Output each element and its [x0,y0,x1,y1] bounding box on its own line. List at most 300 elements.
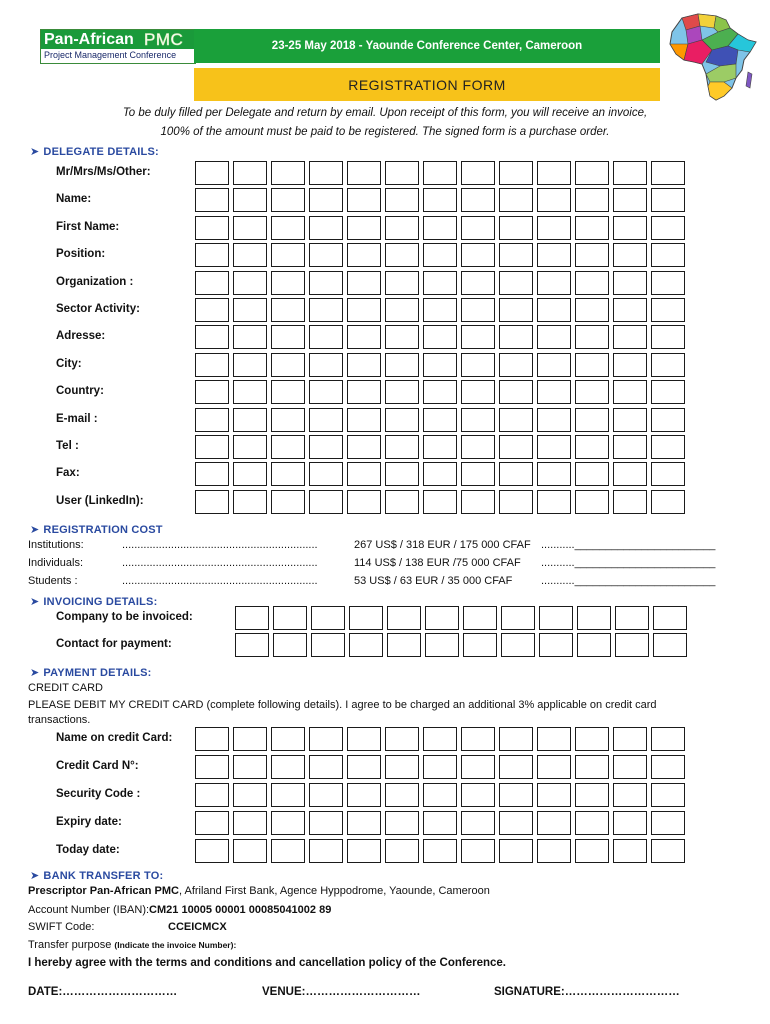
character-box[interactable] [613,271,647,295]
character-box[interactable] [385,298,419,322]
character-box[interactable] [613,298,647,322]
cost-row-leader: ................................................................ [122,557,318,569]
character-box[interactable] [233,490,267,514]
character-box[interactable] [423,408,457,432]
character-box[interactable] [537,353,571,377]
prescriptor-bank: , Afriland First Bank, Agence Hyppodrome, Yaounde, Cameroon [178,885,490,897]
character-box[interactable] [499,783,533,807]
character-box[interactable] [195,188,229,212]
character-box[interactable] [575,783,609,807]
character-box[interactable] [309,271,343,295]
section-bank-transfer [30,869,163,882]
character-box[interactable] [461,408,495,432]
character-box[interactable] [195,216,229,240]
character-box[interactable] [423,380,457,404]
character-box[interactable] [651,490,685,514]
character-box[interactable] [575,298,609,322]
character-box[interactable] [539,633,573,657]
account-number-value: CM21 10005 00001 00085041002 89 [149,904,332,916]
character-box[interactable] [461,783,495,807]
character-box[interactable] [385,811,419,835]
character-box[interactable] [309,161,343,185]
character-box[interactable] [537,839,571,863]
character-box[interactable] [347,783,381,807]
character-box[interactable] [537,188,571,212]
character-box[interactable] [613,243,647,267]
character-box[interactable] [461,216,495,240]
delegate-field-input-boxes [195,435,685,459]
character-box[interactable] [309,755,343,779]
character-box[interactable] [385,408,419,432]
character-box[interactable] [575,727,609,751]
character-box[interactable] [195,298,229,322]
character-box[interactable] [461,161,495,185]
character-box[interactable] [309,435,343,459]
character-box[interactable] [651,353,685,377]
character-box[interactable] [385,325,419,349]
character-box[interactable] [271,408,305,432]
character-box[interactable] [613,161,647,185]
character-box[interactable] [195,435,229,459]
character-box[interactable] [499,811,533,835]
character-box[interactable] [271,353,305,377]
section-registration-cost [30,523,163,536]
character-box[interactable] [195,490,229,514]
chevron-right-icon: ➤ [30,146,40,158]
payment-field-label: Name on credit Card: [56,732,173,744]
chevron-right-icon: ➤ [30,524,40,536]
character-box[interactable] [309,243,343,267]
character-box[interactable] [461,188,495,212]
character-box[interactable] [423,435,457,459]
character-box[interactable] [309,727,343,751]
character-box[interactable] [195,271,229,295]
character-box[interactable] [461,727,495,751]
character-box[interactable] [575,408,609,432]
character-box[interactable] [233,161,267,185]
character-box[interactable] [499,325,533,349]
character-box[interactable] [347,353,381,377]
character-box[interactable] [537,325,571,349]
character-box[interactable] [233,216,267,240]
character-box[interactable] [575,435,609,459]
character-box[interactable] [651,408,685,432]
character-box[interactable] [651,243,685,267]
cost-row-entry: ..........._______________________ [541,539,716,551]
character-box[interactable] [651,161,685,185]
character-box[interactable] [575,271,609,295]
character-box[interactable] [461,298,495,322]
character-box[interactable] [385,490,419,514]
character-box[interactable] [423,490,457,514]
conference-logo [40,29,196,64]
character-box[interactable] [309,353,343,377]
character-box[interactable] [651,325,685,349]
character-box[interactable] [347,380,381,404]
character-box[interactable] [423,243,457,267]
character-box[interactable] [347,216,381,240]
character-box[interactable] [499,755,533,779]
character-box[interactable] [385,271,419,295]
character-box[interactable] [385,353,419,377]
character-box[interactable] [499,839,533,863]
character-box[interactable] [233,811,267,835]
section-cost-title: REGISTRATION COST [43,524,163,536]
character-box[interactable] [347,755,381,779]
character-box[interactable] [423,188,457,212]
character-box[interactable] [309,462,343,486]
character-box[interactable] [233,188,267,212]
character-box[interactable] [423,298,457,322]
character-box[interactable] [651,435,685,459]
character-box[interactable] [309,298,343,322]
character-box[interactable] [195,380,229,404]
character-box[interactable] [271,298,305,322]
character-box[interactable] [613,811,647,835]
character-box[interactable] [423,271,457,295]
character-box[interactable] [537,243,571,267]
character-box[interactable] [613,380,647,404]
character-box[interactable] [309,325,343,349]
invoicing-field-label: Company to be invoiced: [56,611,193,623]
character-box[interactable] [461,811,495,835]
delegate-field-input-boxes [195,380,685,404]
character-box[interactable] [575,811,609,835]
invoicing-field-input-boxes [235,633,687,657]
character-box[interactable] [461,755,495,779]
character-box[interactable] [271,783,305,807]
character-box[interactable] [575,243,609,267]
character-box[interactable] [575,490,609,514]
character-box[interactable] [613,353,647,377]
character-box[interactable] [385,188,419,212]
section-payment-title: PAYMENT DETAILS: [43,667,152,679]
character-box[interactable] [309,490,343,514]
swift-code-label: SWIFT Code: [28,921,95,933]
cost-row-label: Individuals: [28,557,84,569]
character-box[interactable] [463,606,497,630]
character-box[interactable] [537,755,571,779]
character-box[interactable] [651,727,685,751]
section-invoicing-details [30,595,157,608]
character-box[interactable] [385,839,419,863]
character-box[interactable] [499,727,533,751]
character-box[interactable] [233,298,267,322]
character-box[interactable] [271,490,305,514]
delegate-field-input-boxes [195,353,685,377]
character-box[interactable] [423,353,457,377]
character-box[interactable] [309,811,343,835]
character-box[interactable] [461,839,495,863]
character-box[interactable] [613,462,647,486]
character-box[interactable] [423,755,457,779]
character-box[interactable] [613,839,647,863]
character-box[interactable] [271,380,305,404]
character-box[interactable] [233,462,267,486]
cost-row-price: 114 US$ / 138 EUR /75 000 CFAF [354,557,521,569]
character-box[interactable] [651,839,685,863]
character-box[interactable] [347,243,381,267]
character-box[interactable] [461,353,495,377]
character-box[interactable] [499,216,533,240]
character-box[interactable] [271,839,305,863]
delegate-field-label: Tel : [56,440,79,452]
character-box[interactable] [233,271,267,295]
character-box[interactable] [347,839,381,863]
character-box[interactable] [347,408,381,432]
character-box[interactable] [385,380,419,404]
character-box[interactable] [575,353,609,377]
character-box[interactable] [423,325,457,349]
character-box[interactable] [233,839,267,863]
character-box[interactable] [271,243,305,267]
character-box[interactable] [347,462,381,486]
character-box[interactable] [501,633,535,657]
character-box[interactable] [195,243,229,267]
character-box[interactable] [537,298,571,322]
signature-field[interactable]: SIGNATURE:………………………… [494,986,680,998]
character-box[interactable] [575,380,609,404]
character-box[interactable] [613,727,647,751]
character-box[interactable] [423,462,457,486]
character-box[interactable] [461,243,495,267]
character-box[interactable] [425,633,459,657]
prescriptor-name: Prescriptor Pan-African PMC [28,885,179,897]
character-box[interactable] [613,408,647,432]
character-box[interactable] [651,216,685,240]
character-box[interactable] [347,298,381,322]
character-box[interactable] [385,727,419,751]
character-box[interactable] [577,606,611,630]
character-box[interactable] [271,811,305,835]
character-box[interactable] [309,839,343,863]
character-box[interactable] [499,490,533,514]
debit-consent-line-1: PLEASE DEBIT MY CREDIT CARD (complete following details). I agree to be charged an additional 3% applicable on credit card [28,699,657,711]
character-box[interactable] [233,435,267,459]
character-box[interactable] [271,435,305,459]
character-box[interactable] [577,633,611,657]
character-box[interactable] [347,188,381,212]
character-box[interactable] [233,353,267,377]
character-box[interactable] [271,161,305,185]
character-box[interactable] [309,188,343,212]
character-box[interactable] [349,633,383,657]
character-box[interactable] [575,188,609,212]
logo-subtitle: Project Management Conference [44,50,177,60]
character-box[interactable] [575,161,609,185]
character-box[interactable] [423,727,457,751]
character-box[interactable] [195,727,229,751]
character-box[interactable] [347,161,381,185]
character-box[interactable] [423,811,457,835]
character-box[interactable] [233,380,267,404]
character-box[interactable] [425,606,459,630]
character-box[interactable] [385,161,419,185]
character-box[interactable] [537,727,571,751]
character-box[interactable] [537,490,571,514]
character-box[interactable] [537,783,571,807]
character-box[interactable] [271,271,305,295]
character-box[interactable] [615,606,649,630]
character-box[interactable] [347,811,381,835]
date-field[interactable]: DATE:………………………… [28,986,178,998]
character-box[interactable] [423,161,457,185]
character-box[interactable] [271,216,305,240]
character-box[interactable] [385,462,419,486]
character-box[interactable] [347,271,381,295]
character-box[interactable] [273,606,307,630]
character-box[interactable] [195,161,229,185]
character-box[interactable] [575,755,609,779]
character-box[interactable] [613,435,647,459]
character-box[interactable] [537,380,571,404]
character-box[interactable] [651,188,685,212]
character-box[interactable] [385,783,419,807]
character-box[interactable] [653,633,687,657]
character-box[interactable] [463,633,497,657]
character-box[interactable] [273,633,307,657]
character-box[interactable] [613,325,647,349]
cost-row-label: Students : [28,575,78,587]
payment-field-label: Today date: [56,844,120,856]
character-box[interactable] [385,216,419,240]
character-box[interactable] [195,755,229,779]
character-box[interactable] [235,633,269,657]
character-box[interactable] [233,755,267,779]
cost-row-entry: ..........._______________________ [541,557,716,569]
character-box[interactable] [651,298,685,322]
character-box[interactable] [195,353,229,377]
character-box[interactable] [385,435,419,459]
character-box[interactable] [499,435,533,459]
character-box[interactable] [195,839,229,863]
character-box[interactable] [499,188,533,212]
character-box[interactable] [235,606,269,630]
character-box[interactable] [499,271,533,295]
character-box[interactable] [651,380,685,404]
cost-row-leader: ................................................................ [122,539,318,551]
character-box[interactable] [195,811,229,835]
character-box[interactable] [233,727,267,751]
delegate-field-input-boxes [195,271,685,295]
delegate-field-label: City: [56,357,82,370]
delegate-field-input-boxes [195,462,685,486]
character-box[interactable] [461,325,495,349]
character-box[interactable] [613,755,647,779]
character-box[interactable] [347,727,381,751]
venue-field[interactable]: VENUE:………………………… [262,986,421,998]
character-box[interactable] [195,408,229,432]
character-box[interactable] [347,435,381,459]
character-box[interactable] [195,462,229,486]
character-box[interactable] [461,490,495,514]
character-box[interactable] [499,408,533,432]
character-box[interactable] [537,161,571,185]
form-title: REGISTRATION FORM [194,68,660,101]
character-box[interactable] [615,633,649,657]
character-box[interactable] [537,435,571,459]
character-box[interactable] [499,243,533,267]
character-box[interactable] [651,271,685,295]
character-box[interactable] [499,298,533,322]
character-box[interactable] [423,783,457,807]
character-box[interactable] [271,462,305,486]
character-box[interactable] [347,490,381,514]
character-box[interactable] [423,216,457,240]
character-box[interactable] [309,783,343,807]
character-box[interactable] [387,633,421,657]
character-box[interactable] [347,325,381,349]
character-box[interactable] [385,755,419,779]
character-box[interactable] [575,325,609,349]
character-box[interactable] [613,188,647,212]
character-box[interactable] [651,783,685,807]
character-box[interactable] [499,353,533,377]
character-box[interactable] [349,606,383,630]
character-box[interactable] [537,271,571,295]
character-box[interactable] [537,216,571,240]
character-box[interactable] [309,380,343,404]
cost-row-price: 267 US$ / 318 EUR / 175 000 CFAF [354,539,531,551]
character-box[interactable] [575,462,609,486]
character-box[interactable] [309,408,343,432]
character-box[interactable] [195,325,229,349]
character-box[interactable] [195,783,229,807]
character-box[interactable] [387,606,421,630]
invoicing-field-input-boxes [235,606,687,630]
character-box[interactable] [233,243,267,267]
character-box[interactable] [311,633,345,657]
character-box[interactable] [653,606,687,630]
section-payment-details [30,666,152,679]
character-box[interactable] [651,462,685,486]
character-box[interactable] [461,462,495,486]
character-box[interactable] [461,380,495,404]
character-box[interactable] [499,462,533,486]
character-box[interactable] [233,408,267,432]
character-box[interactable] [233,325,267,349]
character-box[interactable] [271,755,305,779]
character-box[interactable] [537,462,571,486]
delegate-field-input-boxes [195,216,685,240]
character-box[interactable] [537,811,571,835]
character-box[interactable] [613,783,647,807]
character-box[interactable] [651,811,685,835]
character-box[interactable] [271,727,305,751]
character-box[interactable] [539,606,573,630]
character-box[interactable] [575,839,609,863]
character-box[interactable] [499,161,533,185]
character-box[interactable] [423,839,457,863]
character-box[interactable] [271,188,305,212]
character-box[interactable] [613,490,647,514]
character-box[interactable] [499,380,533,404]
character-box[interactable] [385,243,419,267]
character-box[interactable] [461,271,495,295]
intro-text [40,104,730,142]
character-box[interactable] [233,783,267,807]
account-number-line [28,904,331,916]
character-box[interactable] [271,325,305,349]
character-box[interactable] [501,606,535,630]
character-box[interactable] [575,216,609,240]
character-box[interactable] [613,216,647,240]
character-box[interactable] [651,755,685,779]
character-box[interactable] [461,435,495,459]
character-box[interactable] [537,408,571,432]
character-box[interactable] [309,216,343,240]
character-box[interactable] [311,606,345,630]
